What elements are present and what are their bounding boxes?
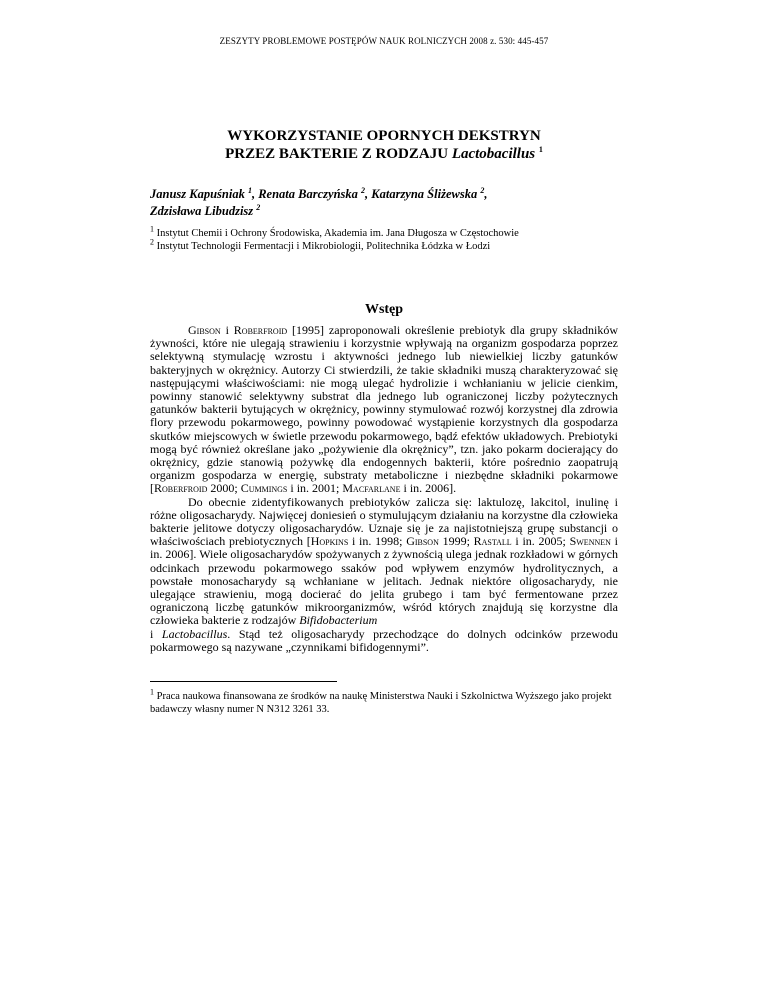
paragraph-text: i in. 2005; — [511, 534, 570, 549]
running-head: ZESZYTY PROBLEMOWE POSTĘPÓW NAUK ROLNICZYCH 2008 z. 530: 445-457 — [219, 36, 549, 46]
paragraph-text: 2000; — [207, 481, 241, 496]
paragraph-text: . Stąd też oligosacharydy przechodzące do dolnych odcinków przewodu pokarmowego są nazywane „czynnikami bifidogennymi”. — [150, 626, 618, 654]
paragraph-text: i — [220, 323, 234, 337]
footnote-text: Praca naukowa finansowana ze środków na naukę Ministerstwa Nauki i Szkolnictwa Wyższego jako projekt badawczy własny numer N N312 3261 33. — [150, 691, 612, 715]
affiliation-mark: 1 — [150, 224, 154, 234]
affiliations — [150, 224, 670, 253]
paragraph-2 — [150, 496, 618, 654]
genus-name: Lactobacillus — [161, 626, 228, 641]
title-line-2-text: PRZEZ BAKTERIE Z RODZAJU — [225, 146, 452, 162]
affiliation-mark: 2 — [150, 237, 154, 247]
citation-author: Gibson — [188, 323, 221, 337]
paragraph-text: [1995] zaproponowali określenie prebiotyk dla grupy składników żywności, które nie ulegają strawieniu i korzystnie wpływają na organizm gospodarza poprzez selektywną stymulację wzrostu i aktywności jednego lub niewielkiej liczby gatunków bakteryjnych w okrężnicy. Autorzy Ci stwierdzili, że takie składniki muszą charakteryzować się następującymi właściwościami: nie mogą ulegać hydrolizie i wchłanianiu w jelicie cienkim, powinny stanowić selektywny substrat dla jednego lub ograniczonej liczby pożytecznych gatunków bakterii bytujących w okrężnicy, powinny stymulować rozwój korzystnej dla zdrowia flory przewodu pokarmowego, powinny powodować wystąpienie korzystnych dla gospodarza skutków miejscowych w świetle przewodu pokarmowego, bądź efektów układowych. Prebiotyki mogą być również określane jako „pożywienie dla okrężnicy”, tzn. jako pokarm docierający do okrężnicy, gdzie stanowią pożywkę dla endogennych bakterii, które pośrednio zaopatrują organizm gospodarza w energię, substraty metaboliczne i niezbędne składniki pokarmowe [ — [150, 323, 618, 496]
citation-author: Rastall — [473, 534, 512, 549]
affiliation-text: Instytut Chemii i Ochrony Środowiska, Akademia im. Jana Długosza w Częstochowie — [156, 228, 519, 239]
author-affil-mark: 2 — [480, 185, 485, 195]
citation-author: Swennen — [569, 534, 611, 549]
title-line-2 — [0, 145, 768, 163]
author-name: Renata Barczyńska — [258, 187, 358, 201]
paragraph-text: Do obecnie zidentyfikowanych prebiotyków zalicza się: laktulozę, lakcitol, inulinę i różne oligosacharydy. Najwięcej doniesień o stymulującym działaniu na korzystne dla człowieka bakterie jelitowe dotyczy oligosacharydów. Uznaje się je za najistotniejszą grupę substancji o właściwościach prebiotycznych [ — [150, 494, 618, 549]
author-affil-mark: 2 — [256, 202, 261, 212]
affiliation-item — [150, 237, 670, 253]
author-name: Katarzyna Śliżewska — [371, 187, 478, 201]
section-heading: Wstęp — [364, 302, 404, 317]
footnote-divider — [150, 681, 337, 682]
author-name: Janusz Kapuśniak — [150, 187, 245, 201]
paragraph-1 — [150, 324, 618, 496]
affiliation-item — [150, 224, 670, 240]
affiliation-text: Instytut Technologii Fermentacji i Mikrobiologii, Politechnika Łódzka w Łodzi — [156, 241, 491, 252]
footnote — [150, 687, 618, 716]
citation-author: Cummings — [240, 481, 288, 496]
author-affil-mark: 2 — [361, 185, 366, 195]
paragraph-text: i in. 2006]. Wiele oligosacharydów spożywanych z żywnością ulega jednak rozkładowi w górnych odcinkach przewodu pokarmowego ssaków pod wpływem enzymów hydrolitycznych, a powstałe monosacharydy są wchłaniane w jelitach. Jednak niektóre oligosacharydy, nie ulegające strawieniu, mogą docierać do jelita grubego i tam być fermentowane przez ograniczoną liczbę gatunków mikroorganizmów, wśród których znajdują się korzystne dla człowieka bakterie z rodzajów — [150, 534, 618, 628]
paragraph-text: i in. 2001; — [287, 481, 343, 496]
paragraph-text: i in. 2006]. — [400, 481, 457, 496]
author-affil-mark: 1 — [247, 185, 252, 195]
title-genus: Lactobacillus — [451, 146, 536, 162]
paper-title — [0, 127, 768, 163]
paragraph-text: i — [150, 626, 162, 641]
citation-author: Hopkins — [310, 534, 349, 549]
title-footnote-mark: 1 — [538, 145, 543, 154]
citation-author: Roberfroid — [154, 481, 208, 496]
title-line-1: WYKORZYSTANIE OPORNYCH DEKSTRYN — [227, 128, 541, 144]
author-name: Zdzisława Libudzisz — [150, 204, 254, 218]
paragraph-text: i in. 1998; — [348, 534, 407, 549]
genus-name: Bifidobacterium — [299, 613, 378, 628]
citation-author: Roberfroid — [233, 323, 288, 337]
paragraph-text: 1999; — [438, 534, 474, 549]
citation-author: Macfarlane — [342, 481, 401, 496]
author-list: Janusz Kapuśniak $^1$, Renata Barczyńska $^2$, Katarzyna Śliżewska $^2$, Zdzisława Libudzisz $^2$ — [150, 185, 488, 218]
citation-author: Gibson — [406, 534, 439, 549]
footnote-mark: 1 — [150, 687, 154, 697]
body-text — [150, 324, 618, 654]
